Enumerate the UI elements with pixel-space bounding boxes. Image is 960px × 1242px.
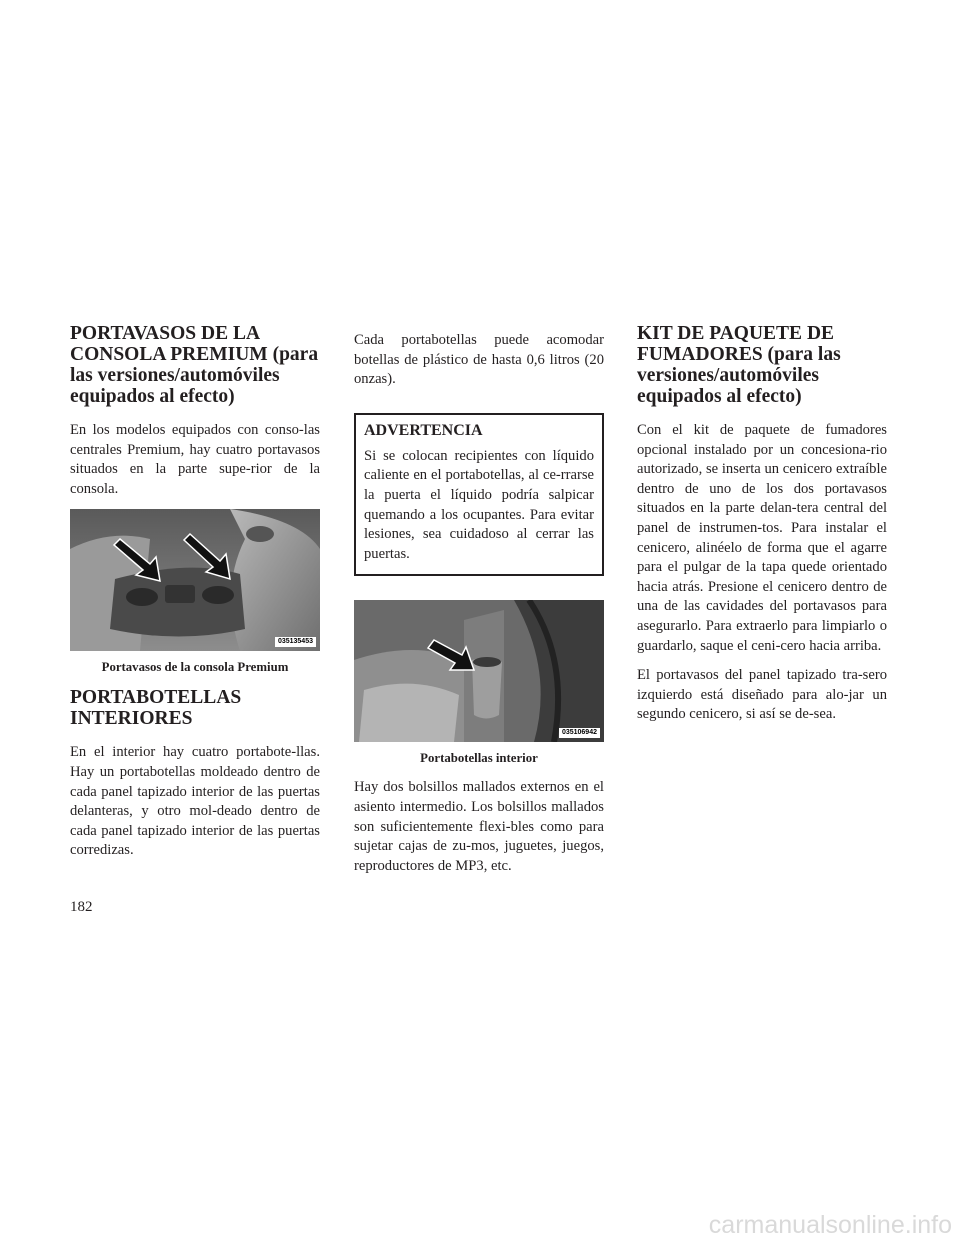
paragraph-mesh-pockets: Hay dos bolsillos mallados externos en el asiento intermedio. Los bolsillos mallados son suficientemente flexi-bles como para sujetar cajas de zu-mos, juguetes, juegos, reproductores de MP3, etc.	[354, 779, 604, 874]
section-heading-bottle-holders: PORTABOTELLAS INTERIORES	[70, 687, 242, 730]
paragraph-bottle-holders: En el interior hay cuatro portabote-llas. Hay un portabotellas moldeado dentro de cada panel tapizado interior de las puertas delanteras, y otro mol-deado dentro de cada panel tapizado interior de las puertas corredizas.	[70, 744, 320, 859]
paragraph-premium-console: En los modelos equipados con conso-las centrales Premium, hay cuatro portavasos situados en la parte supe-rior de la consola.	[70, 422, 320, 497]
warning-title: ADVERTENCIA	[364, 421, 483, 439]
photo-interior-bottle-holder	[354, 600, 604, 742]
column-right	[637, 323, 887, 735]
page-number: 182	[70, 899, 93, 915]
figure-caption-premium-console: Portavasos de la consola Premium	[101, 660, 289, 675]
watermark: carmanualsonline.info	[708, 1211, 952, 1239]
paragraph-smokers-kit: Con el kit de paquete de fumadores opcional instalado por un concesiona-rio autorizado, se inserta un cenicero extraíble dentro de uno de los dos portavasos situados en la parte delan-tera central del panel de instrumen-tos. Para instalar el cenicero, alinéelo de forma que el agarre para el pulgar de la tapa quede orientado hacia atrás. Presione el cenicero dentro de una de las cavidades del portavasos para asegurarlo. Para extraerlo para limpiarlo o guardarlo, saque el ceni-cero hacia arriba.	[637, 422, 887, 654]
column-middle	[354, 331, 604, 886]
paragraph-second-ashtray: El portavasos del panel tapizado tra-sero izquierdo está diseñado para alo-jar un segundo cenicero, si así se de-sea.	[637, 667, 887, 723]
section-heading-premium-console: PORTAVASOS DE LA CONSOLA PREMIUM (para las versiones/automóviles equipados al efecto)	[70, 323, 319, 407]
figure-caption-bottle-holder: Portabotellas interior	[420, 751, 538, 766]
section-heading-smokers-kit: KIT DE PAQUETE DE FUMADORES (para las versiones/automóviles equipados al efecto)	[637, 323, 841, 407]
paragraph-bottle-capacity: Cada portabotellas puede acomodar botellas de plástico de hasta 0,6 litros (20 onzas).	[354, 332, 604, 388]
warning-box	[354, 413, 604, 577]
column-left	[70, 323, 320, 871]
figure-code: 035106942	[559, 728, 600, 738]
photo-console-cupholders	[70, 509, 320, 651]
warning-text: Si se colocan recipientes con líquido caliente en el portabotellas, al ce-rrarse la puerta el líquido podría salpicar quemando a los ocupantes. Para evitar lesiones, sea cuidadoso al cerrar las puertas.	[364, 447, 594, 562]
figure-code: 035135453	[275, 637, 316, 647]
